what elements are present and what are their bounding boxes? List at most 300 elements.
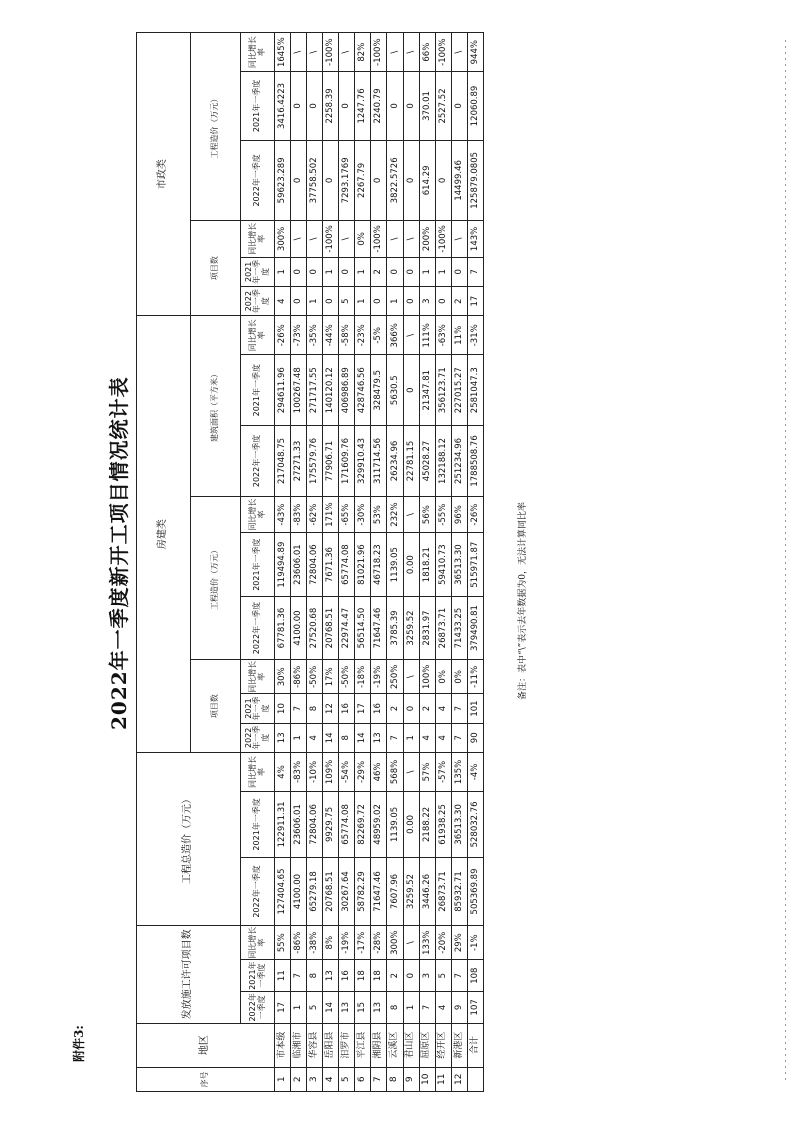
header-municipal-count: 项目数 xyxy=(191,221,241,316)
cell-ha21: 0 xyxy=(403,355,419,426)
cell-hn22: 14 xyxy=(355,723,371,752)
cell-p22: 15 xyxy=(355,992,371,1024)
cell-mn22: 0 xyxy=(371,286,387,315)
cell-pr: 300% xyxy=(387,926,403,960)
cell-pr: -38% xyxy=(307,926,323,960)
cell-mn22: 1 xyxy=(355,286,371,315)
subheader-col-yoy: 同比增长率 xyxy=(241,496,275,533)
cell-hc22: 56514.50 xyxy=(355,596,371,659)
cell-seq: 11 xyxy=(435,1067,451,1091)
cell-hnr: 250% xyxy=(387,660,403,694)
cell-hcr: 232% xyxy=(387,496,403,533)
cell-mc21: 2527.52 xyxy=(435,72,451,140)
cell-cr: 57% xyxy=(419,752,435,791)
cell-hnr: 0% xyxy=(435,660,451,694)
cell-mcr: 944% xyxy=(467,33,483,72)
table-row xyxy=(371,33,387,1092)
cell-hc21: 36513.30 xyxy=(451,533,467,596)
cell-har: -5% xyxy=(371,316,387,355)
subheader-col-2022: 2022年一季度 xyxy=(241,140,275,221)
cell-hn22: 7 xyxy=(387,723,403,752)
cell-hcr: 56% xyxy=(419,496,435,533)
total-row xyxy=(467,33,483,1092)
cell-mc21: 370.01 xyxy=(419,72,435,140)
cell-hn21: 10 xyxy=(275,694,291,723)
cell-mc22: 125879.0805 xyxy=(467,140,483,221)
cell-c22: 505369.89 xyxy=(467,857,483,925)
cell-mcr: 1645% xyxy=(275,33,291,72)
cell-mc21: 0 xyxy=(403,72,419,140)
cell-ha21: 5630.5 xyxy=(387,355,403,426)
subheader-col-2022: 2022年一季度 xyxy=(241,596,275,659)
cell-mc21: 0 xyxy=(387,72,403,140)
cell-mn21: 0 xyxy=(403,257,419,286)
cell-c21: 36513.30 xyxy=(451,791,467,857)
cell-pr: 55% xyxy=(275,926,291,960)
cell-hc22: 3785.39 xyxy=(387,596,403,659)
table-row xyxy=(307,33,323,1092)
footnote: 备注：表中“\”表示去年数据为0，无法计算同比率 xyxy=(518,502,528,700)
cell-mc21: 2258.39 xyxy=(323,72,339,140)
cell-mn22: 4 xyxy=(275,286,291,315)
cell-c21: 82269.72 xyxy=(355,791,371,857)
cell-cr: -4% xyxy=(467,752,483,791)
cell-hn22: 4 xyxy=(307,723,323,752)
cell-hnr: -50% xyxy=(339,660,355,694)
cell-p21: 7 xyxy=(451,960,467,992)
cell-c22: 65279.18 xyxy=(307,857,323,925)
cell-seq: 8 xyxy=(387,1067,403,1091)
cell-p21: 7 xyxy=(291,960,307,992)
cell-mc21: 12060.89 xyxy=(467,72,483,140)
cell-hn21: 2 xyxy=(387,694,403,723)
cell-mc22: 0 xyxy=(371,140,387,221)
cell-c21: 1139.05 xyxy=(387,791,403,857)
cell-mnr: -100% xyxy=(323,221,339,258)
cell-pr: -17% xyxy=(355,926,371,960)
table-row xyxy=(355,33,371,1092)
cell-hc22: 26873.71 xyxy=(435,596,451,659)
cell-mc21: 0 xyxy=(307,72,323,140)
cell-hc21: 72804.06 xyxy=(307,533,323,596)
cell-hn21: 16 xyxy=(339,694,355,723)
cell-cr: -54% xyxy=(339,752,355,791)
cell-cr: 4% xyxy=(275,752,291,791)
cell-mc22: 37758.502 xyxy=(307,140,323,221)
cell-mnr: \ xyxy=(403,221,419,258)
header-permits: 发放施工许可项目数 xyxy=(137,926,241,1024)
cell-district: 合计 xyxy=(467,1023,483,1067)
table-row xyxy=(387,33,403,1092)
table-row xyxy=(419,33,435,1092)
cell-mc22: 0 xyxy=(323,140,339,221)
cell-p21: 108 xyxy=(467,960,483,992)
subheader-col-yoy: 同比增长率 xyxy=(241,221,275,258)
cell-pr: 8% xyxy=(323,926,339,960)
header-municipal: 市政类 xyxy=(137,33,191,316)
cell-ha22: 45028.27 xyxy=(419,426,435,497)
stats-table xyxy=(136,32,484,1092)
cell-hc21: 23606.01 xyxy=(291,533,307,596)
cell-mn22: 1 xyxy=(387,286,403,315)
cell-mnr: 300% xyxy=(275,221,291,258)
cell-mcr: \ xyxy=(307,33,323,72)
cell-ha22: 26234.96 xyxy=(387,426,403,497)
cell-ha21: 428746.56 xyxy=(355,355,371,426)
cell-p22: 1 xyxy=(291,992,307,1024)
cell-p22: 7 xyxy=(419,992,435,1024)
cell-hnr: 100% xyxy=(419,660,435,694)
cell-hcr: -30% xyxy=(355,496,371,533)
cell-hn22: 4 xyxy=(419,723,435,752)
cell-hc22: 4100.00 xyxy=(291,596,307,659)
cell-district: 汨罗市 xyxy=(339,1023,355,1067)
cell-pr: -20% xyxy=(435,926,451,960)
cell-mc22: 0 xyxy=(403,140,419,221)
cell-hc21: 81021.96 xyxy=(355,533,371,596)
cell-c22: 26873.71 xyxy=(435,857,451,925)
cell-har: -23% xyxy=(355,316,371,355)
cell-district: 经开区 xyxy=(435,1023,451,1067)
cell-p21: 3 xyxy=(419,960,435,992)
cell-mc22: 59623.289 xyxy=(275,140,291,221)
cell-har: -35% xyxy=(307,316,323,355)
cell-hc21: 0.00 xyxy=(403,533,419,596)
cell-mnr: \ xyxy=(451,221,467,258)
subheader-col-2022: 2022年一季度 xyxy=(241,426,275,497)
cell-mc22: 2267.79 xyxy=(355,140,371,221)
cell-c21: 72804.06 xyxy=(307,791,323,857)
cell-hnr: 17% xyxy=(323,660,339,694)
cell-mnr: 200% xyxy=(419,221,435,258)
cell-hn22: 7 xyxy=(451,723,467,752)
cell-pr: 133% xyxy=(419,926,435,960)
cell-hcr: 53% xyxy=(371,496,387,533)
cell-mc22: 0 xyxy=(291,140,307,221)
cell-mn22: 0 xyxy=(323,286,339,315)
cell-mcr: -100% xyxy=(435,33,451,72)
cell-mn22: 0 xyxy=(435,286,451,315)
cell-hn21: 12 xyxy=(323,694,339,723)
cell-hc21: 1139.05 xyxy=(387,533,403,596)
cell-pr: -86% xyxy=(291,926,307,960)
cell-hn21: 7 xyxy=(291,694,307,723)
cell-pr: -1% xyxy=(467,926,483,960)
stats-table-container xyxy=(136,32,484,1092)
cell-hn22: 13 xyxy=(275,723,291,752)
cell-har: -63% xyxy=(435,316,451,355)
cell-mn21: 1 xyxy=(435,257,451,286)
cell-pr: -28% xyxy=(371,926,387,960)
header-housing-cost: 工程造价（万元） xyxy=(191,496,241,659)
cell-har: 366% xyxy=(387,316,403,355)
cell-c22: 85932.71 xyxy=(451,857,467,925)
cell-ha21: 227015.27 xyxy=(451,355,467,426)
cell-hc22: 3259.52 xyxy=(403,596,419,659)
cell-ha22: 77906.71 xyxy=(323,426,339,497)
cell-hnr: -11% xyxy=(467,660,483,694)
table-row xyxy=(435,33,451,1092)
cell-c21: 122911.31 xyxy=(275,791,291,857)
cell-mcr: \ xyxy=(387,33,403,72)
cell-mn21: 0 xyxy=(291,257,307,286)
cell-cr: 135% xyxy=(451,752,467,791)
cell-har: \ xyxy=(403,316,419,355)
cell-hnr: 30% xyxy=(275,660,291,694)
cell-p22: 5 xyxy=(307,992,323,1024)
header-floor-area: 建筑面积（平方米） xyxy=(191,316,241,497)
header-total-cost: 工程总造价（万元） xyxy=(137,752,241,925)
cell-mc22: 614.29 xyxy=(419,140,435,221)
subheader-col-yoy: 同比增长率 xyxy=(241,926,275,960)
cell-hn21: 4 xyxy=(435,694,451,723)
cell-hcr: -83% xyxy=(291,496,307,533)
table-row xyxy=(323,33,339,1092)
cell-mnr: -100% xyxy=(371,221,387,258)
cell-seq: 4 xyxy=(323,1067,339,1091)
cell-ha21: 100267.48 xyxy=(291,355,307,426)
cell-mnr: \ xyxy=(307,221,323,258)
cell-hc22: 2831.97 xyxy=(419,596,435,659)
cell-mc21: 2240.79 xyxy=(371,72,387,140)
subheader-col-2022: 2022年一季度 xyxy=(241,286,275,315)
cell-p21: 0 xyxy=(403,960,419,992)
subheader-col-yoy: 同比增长率 xyxy=(241,660,275,694)
cell-hcr: 171% xyxy=(323,496,339,533)
cell-hc22: 20768.51 xyxy=(323,596,339,659)
cell-hc22: 379490.81 xyxy=(467,596,483,659)
subheader-row xyxy=(241,33,275,1092)
cell-hn22: 90 xyxy=(467,723,483,752)
cell-district: 平江县 xyxy=(355,1023,371,1067)
cell-p21: 2 xyxy=(387,960,403,992)
cell-ha22: 22781.15 xyxy=(403,426,419,497)
cell-p22: 1 xyxy=(403,992,419,1024)
subheader-col-yoy: 同比增长率 xyxy=(241,316,275,355)
cell-ha21: 21347.81 xyxy=(419,355,435,426)
subheader-col-2021: 2021年一季度 xyxy=(241,791,275,857)
cell-mcr: -100% xyxy=(323,33,339,72)
cell-hcr: -43% xyxy=(275,496,291,533)
cell-ha22: 329910.43 xyxy=(355,426,371,497)
scan-edge-marks xyxy=(785,40,786,1080)
cell-ha21: 140120.12 xyxy=(323,355,339,426)
cell-hc21: 1818.21 xyxy=(419,533,435,596)
cell-mc21: 1247.76 xyxy=(355,72,371,140)
cell-hc21: 515971.87 xyxy=(467,533,483,596)
cell-p21: 5 xyxy=(435,960,451,992)
cell-mn22: 2 xyxy=(451,286,467,315)
cell-c21: 0.00 xyxy=(403,791,419,857)
cell-hc22: 67781.36 xyxy=(275,596,291,659)
cell-c21: 65774.08 xyxy=(339,791,355,857)
cell-mn21: 0 xyxy=(339,257,355,286)
cell-mc21: 0 xyxy=(291,72,307,140)
cell-cr: 46% xyxy=(371,752,387,791)
cell-har: -44% xyxy=(323,316,339,355)
cell-c21: 528032.76 xyxy=(467,791,483,857)
table-row xyxy=(451,33,467,1092)
cell-district: 君山区 xyxy=(403,1023,419,1067)
cell-ha21: 406986.89 xyxy=(339,355,355,426)
cell-p22: 107 xyxy=(467,992,483,1024)
cell-district: 华容县 xyxy=(307,1023,323,1067)
cell-mcr: -100% xyxy=(371,33,387,72)
cell-mnr: \ xyxy=(339,221,355,258)
cell-ha22: 27271.33 xyxy=(291,426,307,497)
cell-ha21: 271717.55 xyxy=(307,355,323,426)
cell-c22: 3446.26 xyxy=(419,857,435,925)
cell-hn21: 7 xyxy=(451,694,467,723)
cell-hnr: -50% xyxy=(307,660,323,694)
cell-ha22: 175579.76 xyxy=(307,426,323,497)
cell-seq: 12 xyxy=(451,1067,467,1091)
cell-mn22: 1 xyxy=(307,286,323,315)
cell-ha22: 171609.76 xyxy=(339,426,355,497)
subheader-col-yoy: 同比增长率 xyxy=(241,752,275,791)
subheader-col-2021: 2021年一季度 xyxy=(241,355,275,426)
cell-c22: 58782.29 xyxy=(355,857,371,925)
cell-hc21: 59410.73 xyxy=(435,533,451,596)
cell-p21: 16 xyxy=(339,960,355,992)
cell-p21: 11 xyxy=(275,960,291,992)
cell-ha22: 217048.75 xyxy=(275,426,291,497)
cell-ha22: 1788508.76 xyxy=(467,426,483,497)
cell-mn21: 1 xyxy=(275,257,291,286)
cell-c22: 7607.96 xyxy=(387,857,403,925)
cell-mn22: 3 xyxy=(419,286,435,315)
cell-har: -26% xyxy=(275,316,291,355)
cell-mc22: 14499.46 xyxy=(451,140,467,221)
cell-c22: 20768.51 xyxy=(323,857,339,925)
cell-hn21: 17 xyxy=(355,694,371,723)
cell-mn21: 1 xyxy=(355,257,371,286)
cell-mcr: \ xyxy=(451,33,467,72)
cell-hnr: \ xyxy=(403,660,419,694)
cell-c22: 127404.65 xyxy=(275,857,291,925)
cell-c22: 3259.52 xyxy=(403,857,419,925)
cell-c21: 61938.25 xyxy=(435,791,451,857)
cell-seq: 9 xyxy=(403,1067,419,1091)
page-title: 2022年一季度新开工项目情况统计表 xyxy=(107,376,131,730)
cell-cr: -10% xyxy=(307,752,323,791)
cell-mn21: 0 xyxy=(387,257,403,286)
cell-mn22: 0 xyxy=(403,286,419,315)
cell-cr: 109% xyxy=(323,752,339,791)
cell-p22: 17 xyxy=(275,992,291,1024)
cell-seq: 10 xyxy=(419,1067,435,1091)
cell-hn22: 1 xyxy=(291,723,307,752)
cell-district: 临湘市 xyxy=(291,1023,307,1067)
cell-p22: 8 xyxy=(387,992,403,1024)
cell-hnr: -19% xyxy=(371,660,387,694)
cell-p21: 13 xyxy=(323,960,339,992)
cell-ha21: 328479.5 xyxy=(371,355,387,426)
cell-ha22: 311714.56 xyxy=(371,426,387,497)
subheader-col-2021: 2021年一季度 xyxy=(241,257,275,286)
cell-seq xyxy=(467,1067,483,1091)
cell-har: 111% xyxy=(419,316,435,355)
cell-hn22: 1 xyxy=(403,723,419,752)
cell-district: 屈原区 xyxy=(419,1023,435,1067)
cell-hcr: -26% xyxy=(467,496,483,533)
cell-ha21: 2581047.3 xyxy=(467,355,483,426)
cell-district: 新港区 xyxy=(451,1023,467,1067)
cell-hc22: 71647.46 xyxy=(371,596,387,659)
cell-mnr: \ xyxy=(291,221,307,258)
cell-hn22: 13 xyxy=(371,723,387,752)
cell-seq: 6 xyxy=(355,1067,371,1091)
cell-hc21: 65774.08 xyxy=(339,533,355,596)
cell-cr: \ xyxy=(403,752,419,791)
cell-c21: 23606.01 xyxy=(291,791,307,857)
cell-district: 市本级 xyxy=(275,1023,291,1067)
cell-pr: -19% xyxy=(339,926,355,960)
cell-cr: 568% xyxy=(387,752,403,791)
cell-hcr: -55% xyxy=(435,496,451,533)
cell-district: 岳阳县 xyxy=(323,1023,339,1067)
cell-mcr: \ xyxy=(291,33,307,72)
cell-ha21: 294611.96 xyxy=(275,355,291,426)
cell-p21: 18 xyxy=(371,960,387,992)
cell-p22: 13 xyxy=(339,992,355,1024)
cell-pr: 29% xyxy=(451,926,467,960)
cell-hn21: 16 xyxy=(371,694,387,723)
cell-mn22: 0 xyxy=(291,286,307,315)
cell-hn21: 0 xyxy=(403,694,419,723)
subheader-col-2021: 2021年一季度 xyxy=(241,72,275,140)
table-row xyxy=(291,33,307,1092)
cell-hnr: -86% xyxy=(291,660,307,694)
header-municipal-cost: 工程造价（万元） xyxy=(191,33,241,221)
subheader-col-2021: 2021年一季度 xyxy=(241,533,275,596)
table-row xyxy=(275,33,291,1092)
cell-seq: 2 xyxy=(291,1067,307,1091)
cell-mn22: 17 xyxy=(467,286,483,315)
cell-p22: 4 xyxy=(435,992,451,1024)
cell-mn21: 0 xyxy=(307,257,323,286)
cell-hn21: 101 xyxy=(467,694,483,723)
cell-hn21: 8 xyxy=(307,694,323,723)
cell-mc21: 0 xyxy=(451,72,467,140)
cell-cr: -29% xyxy=(355,752,371,791)
table-row xyxy=(339,33,355,1092)
cell-mcr: 66% xyxy=(419,33,435,72)
cell-seq: 5 xyxy=(339,1067,355,1091)
cell-mc22: 3822.5726 xyxy=(387,140,403,221)
cell-hc22: 71433.25 xyxy=(451,596,467,659)
cell-c21: 9929.75 xyxy=(323,791,339,857)
header-district: 地区 xyxy=(137,1023,275,1067)
cell-mc21: 0 xyxy=(339,72,355,140)
cell-hcr: -62% xyxy=(307,496,323,533)
cell-district: 云溪区 xyxy=(387,1023,403,1067)
cell-har: 11% xyxy=(451,316,467,355)
cell-hc21: 119494.89 xyxy=(275,533,291,596)
cell-hc21: 7671.36 xyxy=(323,533,339,596)
cell-mc22: 7293.1769 xyxy=(339,140,355,221)
cell-c21: 48959.02 xyxy=(371,791,387,857)
cell-hnr: 0% xyxy=(451,660,467,694)
cell-mc22: 0 xyxy=(435,140,451,221)
cell-hn22: 14 xyxy=(323,723,339,752)
cell-hn21: 2 xyxy=(419,694,435,723)
cell-hc22: 27520.68 xyxy=(307,596,323,659)
subheader-col-2022: 2022年一季度 xyxy=(241,723,275,752)
table-body xyxy=(275,33,484,1092)
cell-seq: 3 xyxy=(307,1067,323,1091)
cell-mn21: 1 xyxy=(419,257,435,286)
